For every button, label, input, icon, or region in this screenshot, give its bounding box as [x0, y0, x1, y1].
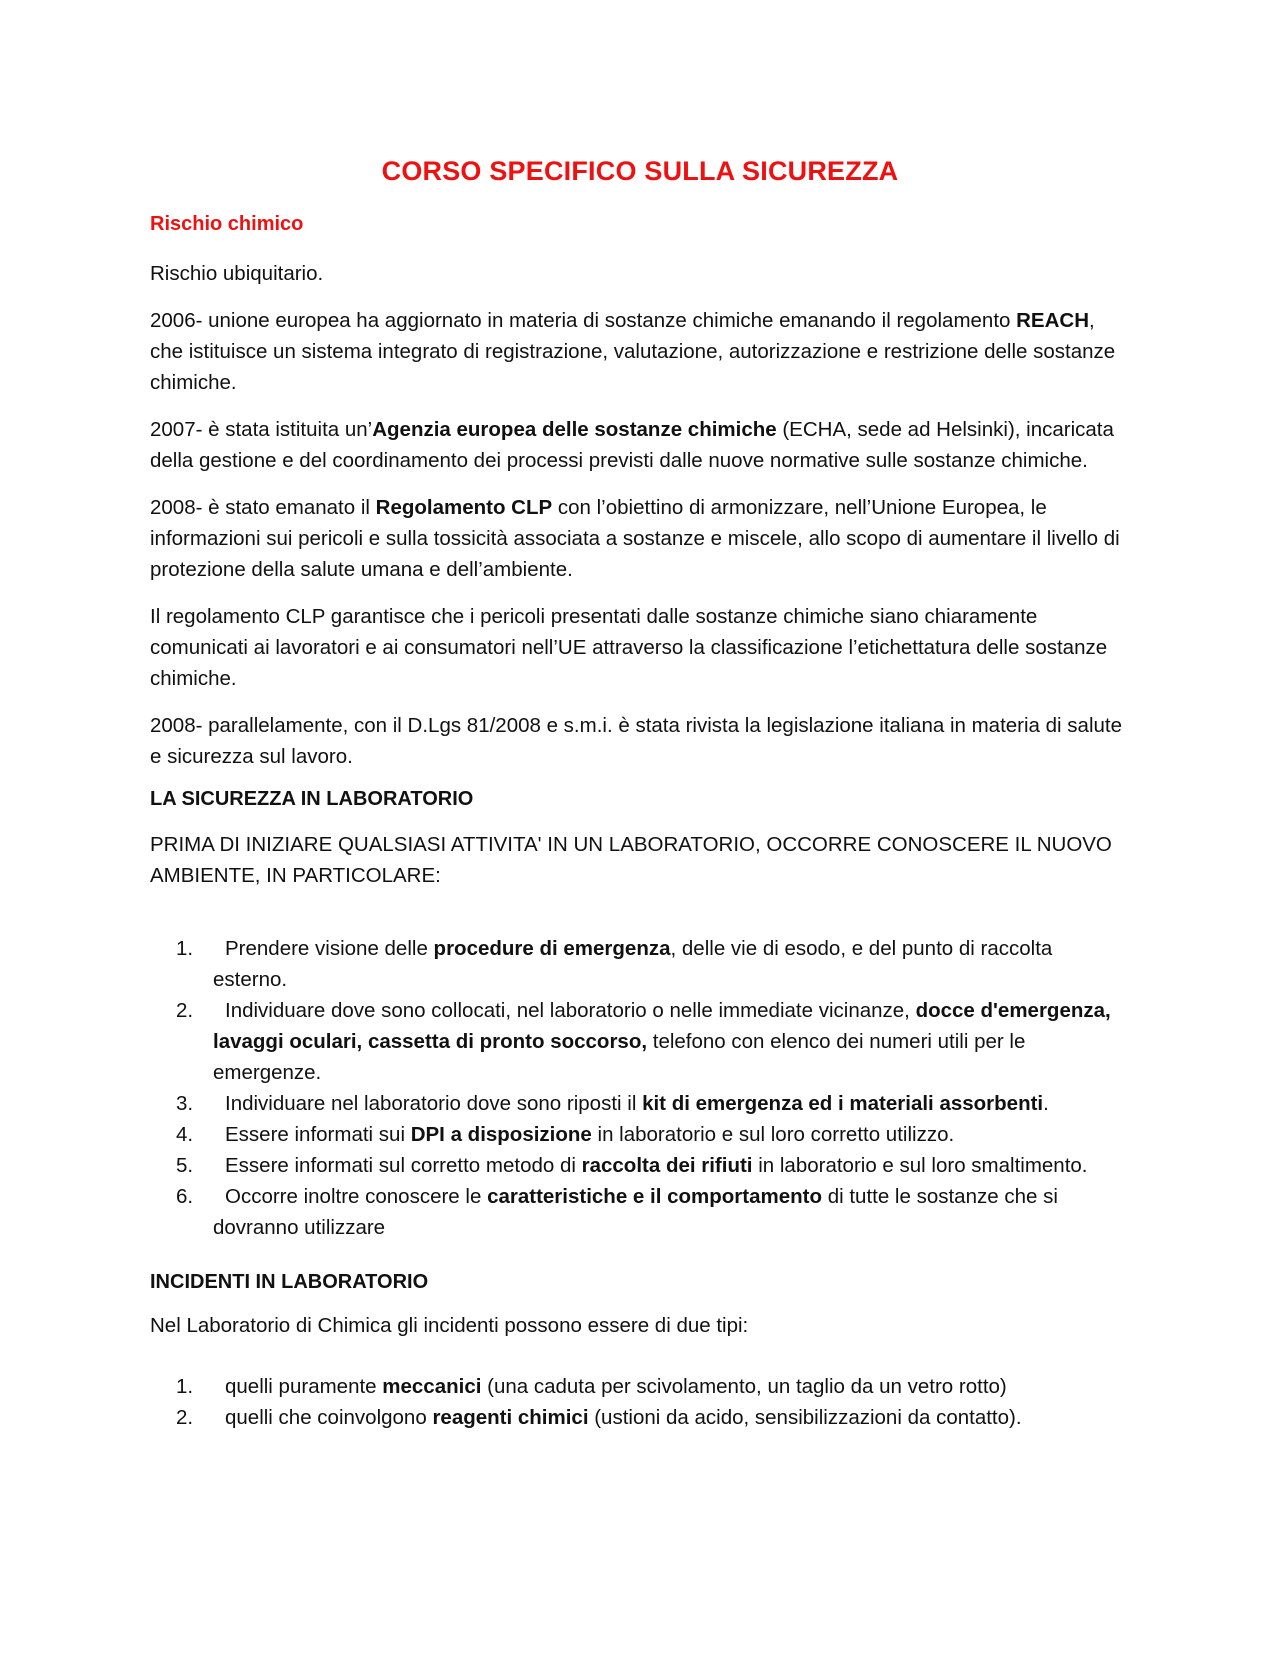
- list-item: 6. Occorre inoltre conoscere le caratteristiche e il comportamento di tutte le sostanze che si dovranno utilizzare: [176, 1185, 1058, 1239]
- list-incident-types: [150, 1371, 1130, 1433]
- paragraph-dlgs: 2008- parallelamente, con il D.Lgs 81/2008 e s.m.i. è stata rivista la legislazione italiana in materia di salute e sicurezza sul lavoro.: [150, 714, 1122, 768]
- document-page: [150, 150, 1130, 1433]
- paragraph-echa: 2007- è stata istituita un’Agenzia europea delle sostanze chimiche (ECHA, sede ad Helsinki), incaricata della gestione e del coordinamento dei processi previsti dalle nuove normative sulle sostanze chimiche.: [150, 418, 1114, 472]
- paragraph-clp-garantisce: Il regolamento CLP garantisce che i pericoli presentati dalle sostanze chimiche siano chiaramente comunicati ai lavoratori e ai consumatori nell’UE attraverso la classificazione l’etichettatura delle sostanze chimiche.: [150, 605, 1108, 690]
- list-safety-steps: [150, 933, 1130, 1243]
- list-item: 1. quelli puramente meccanici (una caduta per scivolamento, un taglio da un vetro rotto): [176, 1375, 1007, 1398]
- list-item: 3. Individuare nel laboratorio dove sono riposti il kit di emergenza ed i materiali assorbenti.: [176, 1092, 1049, 1115]
- paragraph-reach: 2006- unione europea ha aggiornato in materia di sostanze chimiche emanando il regolamento REACH, che istituisce un sistema integrato di registrazione, valutazione, autorizzazione e restrizione delle sostanze chimiche.: [150, 309, 1116, 394]
- list-item: 2. quelli che coinvolgono reagenti chimici (ustioni da acido, sensibilizzazioni da contatto).: [176, 1406, 1022, 1429]
- list-item: 5. Essere informati sul corretto metodo di raccolta dei rifiuti in laboratorio e sul loro smaltimento.: [176, 1154, 1088, 1177]
- section-heading-sicurezza-laboratorio: LA SICUREZZA IN LABORATORIO: [150, 788, 474, 810]
- paragraph-prima-di-iniziare: PRIMA DI INIZIARE QUALSIASI ATTIVITA' IN UN LABORATORIO, OCCORRE CONOSCERE IL NUOVO AMBIENTE, IN PARTICOLARE:: [150, 833, 1112, 887]
- document-title: CORSO SPECIFICO SULLA SICUREZZA: [381, 156, 899, 186]
- list-item: 4. Essere informati sui DPI a disposizione in laboratorio e sul loro corretto utilizzo.: [176, 1123, 955, 1146]
- list-item: 1. Prendere visione delle procedure di emergenza, delle vie di esodo, e del punto di raccolta esterno.: [176, 937, 1053, 991]
- paragraph-clp: 2008- è stato emanato il Regolamento CLP con l’obiettino di armonizzare, nell’Unione Europea, le informazioni sui pericoli e sulla tossicità associata a sostanze e miscele, allo scopo di aumentare il livello di protezione della salute umana e dell’ambiente.: [150, 496, 1120, 581]
- section-heading-incidenti: INCIDENTI IN LABORATORIO: [150, 1271, 429, 1293]
- paragraph-rischio-ubiquitario: Rischio ubiquitario.: [150, 262, 324, 285]
- section-heading-rischio-chimico: Rischio chimico: [150, 213, 304, 235]
- list-item: 2. Individuare dove sono collocati, nel laboratorio o nelle immediate vicinanze, docce d'emergenza, lavaggi oculari, cassetta di pronto soccorso, telefono con elenco dei numeri utili per le emergenze.: [176, 999, 1111, 1084]
- paragraph-incidenti-intro: Nel Laboratorio di Chimica gli incidenti possono essere di due tipi:: [150, 1314, 749, 1337]
